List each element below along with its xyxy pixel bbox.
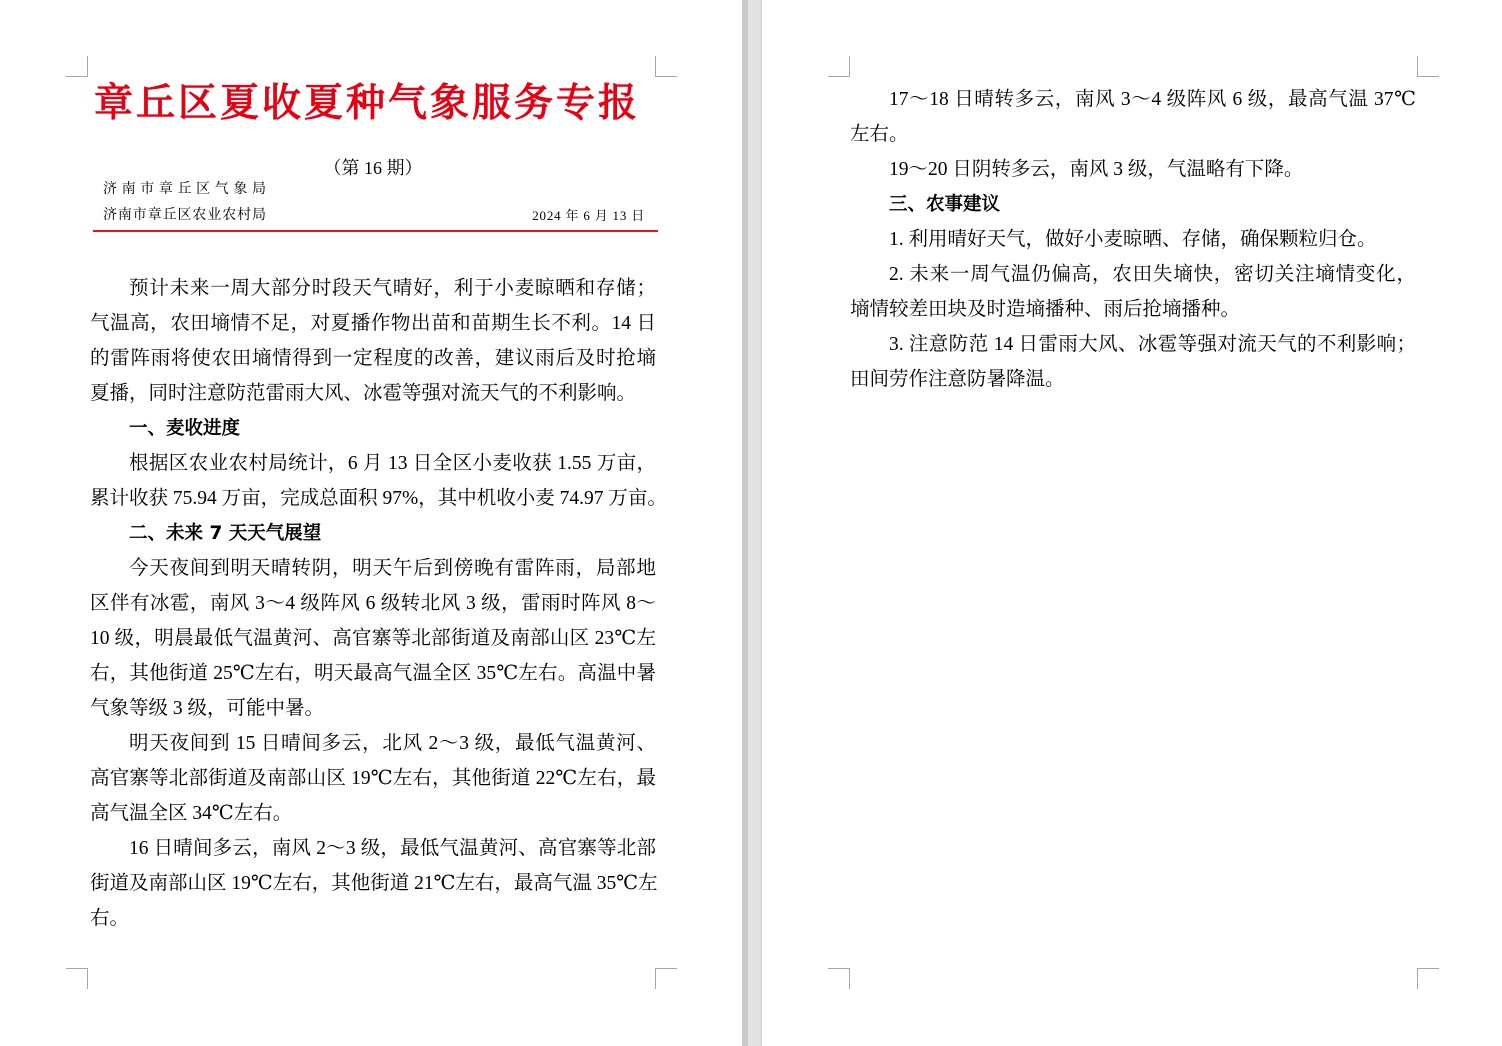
farming-advice-item [850,257,1416,327]
paragraph-line: 16 日晴间多云，南风 2～3 级，最低气温黄河、高官寨等北部 [129,838,656,859]
farming-advice-item [850,327,1416,397]
page-1-body [90,271,667,936]
paragraph-line: 明天夜间到 15 日晴间多云，北风 2～3 级，最低气温黄河、 [129,733,656,754]
issue-number: （第 16 期） [323,158,423,178]
paragraph-line: 1. 利用晴好天气，做好小麦晾晒、存储，确保颗粒归仓。 [889,229,1377,250]
document-page-1[interactable] [0,0,742,1046]
paragraph-line: 高官寨等北部街道及南部山区 19℃左右，其他街道 22℃左右，最 [90,768,656,789]
paragraph-line: 的雷阵雨将使农田墒情得到一定程度的改善，建议雨后及时抢墒 [90,348,656,369]
crop-mark-bottom-right [655,968,677,989]
document-page-2[interactable] [762,0,1502,1046]
weather-outlook-paragraph [850,152,1416,187]
weather-outlook-paragraph [90,726,656,831]
farming-advice-item [850,222,1416,257]
paragraph-line: 2. 未来一周气温仍偏高，农田失墒快，密切关注墒情变化， [889,264,1416,285]
crop-mark-top-left [66,56,88,77]
crop-mark-top-left [828,56,850,77]
paragraph-line: 今天夜间到明天晴转阴，明天午后到傍晚有雷阵雨，局部地 [129,558,656,579]
paragraph-line: 10 级，明晨最低气温黄河、高官寨等北部街道及南部山区 23℃左 [90,628,656,649]
report-title: 章丘区夏收夏种气象服务专报 [93,80,640,126]
weather-outlook-paragraph [90,831,656,936]
paragraph-line: 街道及南部山区 19℃左右，其他街道 21℃左右，最高气温 35℃左 [90,873,658,894]
paragraph-line: 19～20 日阴转多云，南风 3 级，气温略有下降。 [889,159,1304,180]
paragraph-line: 3. 注意防范 14 日雷雨大风、冰雹等强对流天气的不利影响； [889,334,1416,355]
issue-date: 2024 年 6 月 13 日 [532,208,645,223]
crop-mark-top-right [655,56,677,77]
page-2-body [850,82,1416,397]
harvest-progress-paragraph [90,446,667,516]
crop-mark-bottom-left [828,968,850,989]
paragraph-line: 右。 [90,908,130,929]
section-heading-harvest-progress: 一、麦收进度 [129,418,241,439]
paragraph-line: 根据区农业农村局统计，6 月 13 日全区小麦收获 1.55 万亩， [129,453,656,474]
section-heading-farming-advice: 三、农事建议 [889,194,1001,215]
paragraph-line: 预计未来一周大部分时段天气晴好，利于小麦晾晒和存储； [129,278,656,299]
header-rule [93,230,658,232]
issuer-meteorological-bureau: 济南市章丘区气象局 [103,182,266,197]
weather-outlook-paragraph [90,551,656,726]
paragraph-line: 夏播，同时注意防范雷雨大风、冰雹等强对流天气的不利影响。 [90,383,637,404]
paragraph-line: 高气温全区 34℃左右。 [90,803,293,824]
paragraph-line: 左右。 [850,124,909,145]
paragraph-line: 区伴有冰雹，南风 3～4 级阵风 6 级转北风 3 级，雷雨时阵风 8～ [90,593,656,614]
crop-mark-bottom-right [1417,968,1439,989]
paragraph-line: 田间劳作注意防暑降温。 [850,369,1065,390]
paragraph-line: 累计收获 75.94 万亩，完成总面积 97%，其中机收小麦 74.97 万亩。 [90,488,667,509]
page-separator [742,0,762,1046]
crop-mark-bottom-left [66,968,88,989]
paragraph-line: 右，其他街道 25℃左右，明天最高气温全区 35℃左右。高温中暑 [90,663,656,684]
paragraph-line: 墒情较差田块及时造墒播种、雨后抢墒播种。 [850,299,1241,320]
paragraph-line: 气温高，农田墒情不足，对夏播作物出苗和苗期生长不利。14 日 [90,313,656,334]
intro-paragraph [90,271,656,411]
section-heading-weather-outlook: 二、未来 7 天天气展望 [129,523,322,544]
crop-mark-top-right [1417,56,1439,77]
issuer-agriculture-bureau: 济南市章丘区农业农村局 [103,208,266,223]
paragraph-line: 气象等级 3 级，可能中暑。 [90,698,325,719]
paragraph-line: 17～18 日晴转多云，南风 3～4 级阵风 6 级，最高气温 37℃ [889,89,1416,110]
weather-outlook-paragraph [850,82,1416,152]
